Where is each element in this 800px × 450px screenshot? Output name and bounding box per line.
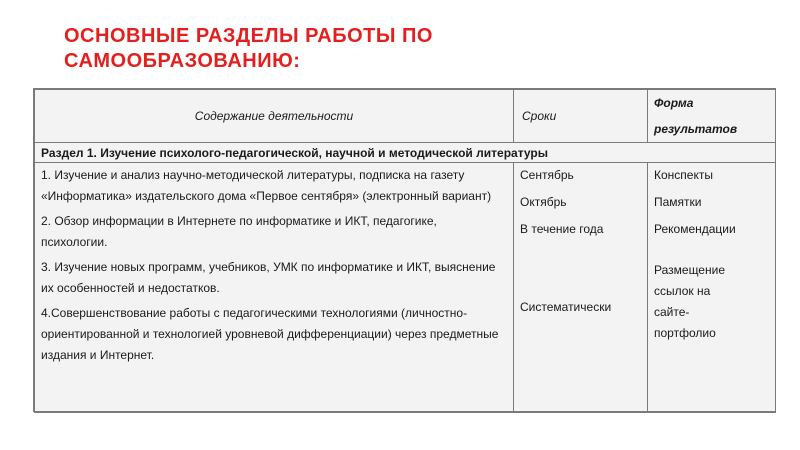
form-7: портфолио: [654, 326, 716, 340]
work-sections-table: [33, 88, 776, 412]
form-1: Конспекты: [654, 168, 713, 182]
content-item-2: 2. Обзор информации в Интернете по информатике и ИКТ, педагогике, психологии.: [41, 214, 437, 249]
deadline-1: Сентябрь: [520, 168, 574, 182]
slide-title: [64, 24, 744, 74]
deadlines-cell: [514, 163, 648, 413]
form-5: ссылок на: [654, 284, 711, 298]
header-row: [35, 90, 776, 143]
deadline-4: Систематически: [520, 300, 612, 314]
form-3: Рекомендации: [654, 222, 736, 236]
deadline-3: В течение года: [520, 222, 604, 236]
section-row: [35, 143, 776, 163]
header-form-line-1: Форма: [654, 96, 694, 110]
table: [34, 89, 776, 413]
body-row: [35, 163, 776, 413]
content-item-4: 4.Совершенствование работы с педагогическими технологиями (личностно-ориентированной и технологией уровневой дифференциации) через предметные издания и Интернет.: [41, 306, 499, 362]
deadline-2: Октябрь: [520, 195, 567, 209]
section-title: Раздел 1. Изучение психолого-педагогической, научной и методической литературы: [35, 143, 776, 163]
content-item-3: 3. Изучение новых программ, учебников, УМК по информатике и ИКТ, выяснение их особенностей и недостатков.: [41, 260, 496, 295]
title-line-1: ОСНОВНЫЕ РАЗДЕЛЫ РАБОТЫ ПО: [64, 25, 433, 47]
title-line-2: САМООБРАЗОВАНИЮ:: [64, 50, 301, 72]
forms-cell: [648, 163, 776, 413]
header-content: Содержание деятельности: [35, 90, 514, 143]
header-form: [648, 90, 776, 143]
content-cell: [35, 163, 514, 413]
form-6: сайте-: [654, 305, 690, 319]
form-4: Размещение: [654, 263, 725, 277]
form-2: Памятки: [654, 195, 702, 209]
header-deadlines: Сроки: [514, 90, 648, 143]
content-item-1: 1. Изучение и анализ научно-методической литературы, подписка на газету «Информатика» издательского дома «Первое сентября» (электронный вариант): [41, 168, 492, 203]
header-form-line-2: результатов: [654, 122, 738, 136]
